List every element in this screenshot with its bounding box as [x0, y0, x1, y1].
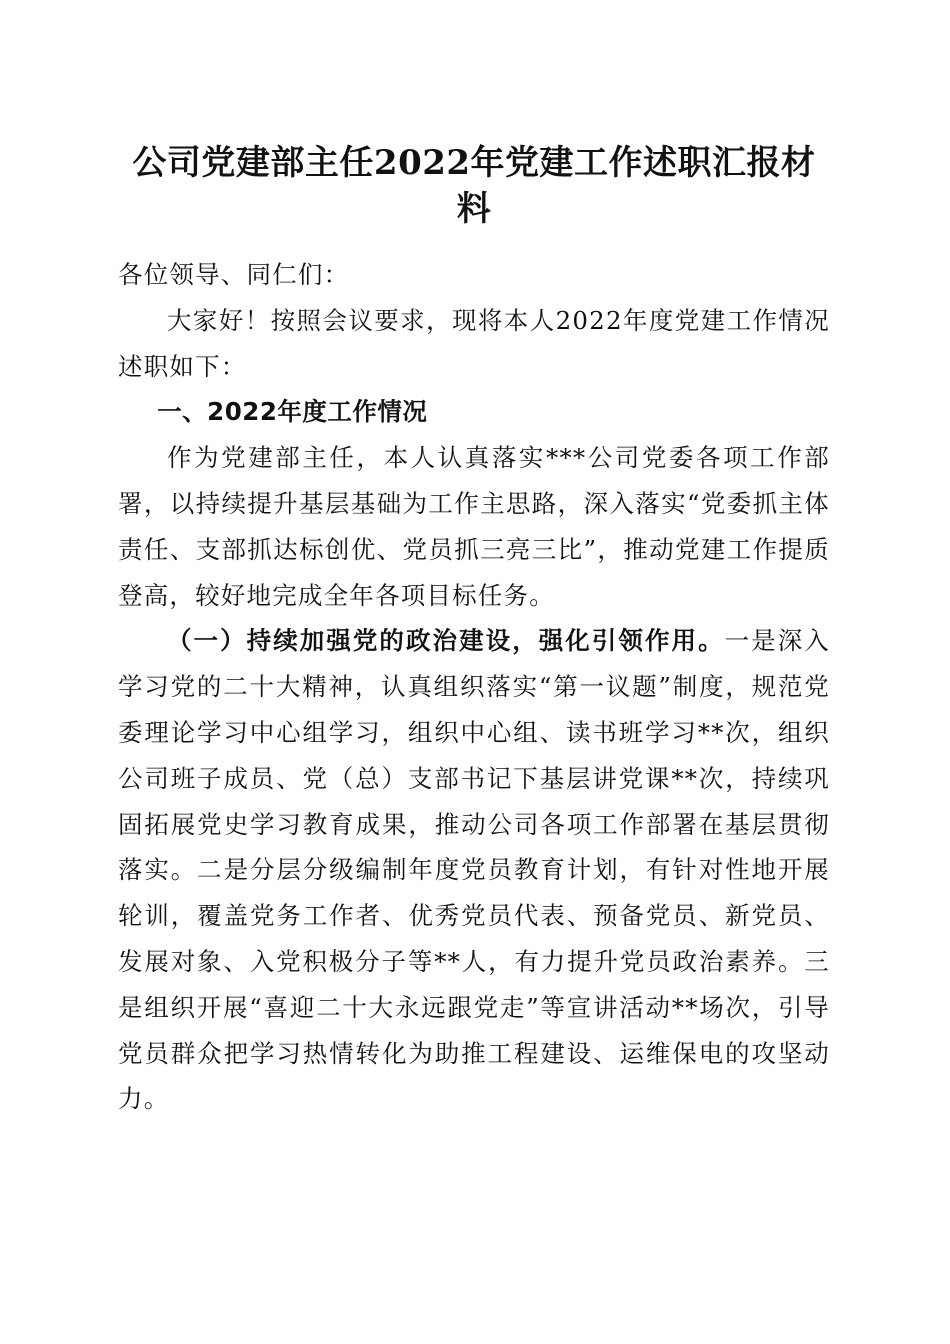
section-heading: 一、2022年度工作情况	[157, 397, 428, 427]
subsection-heading: （一）持续加强党的政治建设，强化引领作用。	[167, 626, 725, 656]
subsection-paragraph	[118, 618, 830, 1122]
salutation: 各位领导、同仁们：	[118, 260, 350, 289]
document-title: 公司党建部主任2022年党建工作述职汇报材料	[132, 143, 816, 229]
section-paragraph: 作为党建部主任，本人认真落实***公司党委各项工作部署，以持续提升基层基础为工作主思路，深入落实“党委抓主体责任、支部抓达标创优、党员抓三亮三比”，推动党建工作提质登高，较好地完成全年各项目标任务。	[118, 443, 830, 610]
subsection-text: 一是深入学习党的二十大精神，认真组织落实“第一议题”制度，规范党委理论学习中心组学习，组织中心组、读书班学习**次，组织公司班子成员、党（总）支部书记下基层讲党课**次，持续巩固拓展党史学习教育成果，推动公司各项工作部署在基层贯彻落实。二是分层分级编制年度党员教育计划，有针对性地开展轮训，覆盖党务工作者、优秀党员代表、预备党员、新党员、发展对象、入党积极分子等**人，有力提升党员政治素养。三是组织开展“喜迎二十大永远跟党走”等宣讲活动**场次，引导党员群众把学习热情转化为助推工程建设、运维保电的攻坚动力。	[118, 626, 830, 1114]
document-body	[118, 252, 830, 1122]
intro-paragraph: 大家好！按照会议要求，现将本人2022年度党建工作情况述职如下：	[118, 305, 830, 381]
